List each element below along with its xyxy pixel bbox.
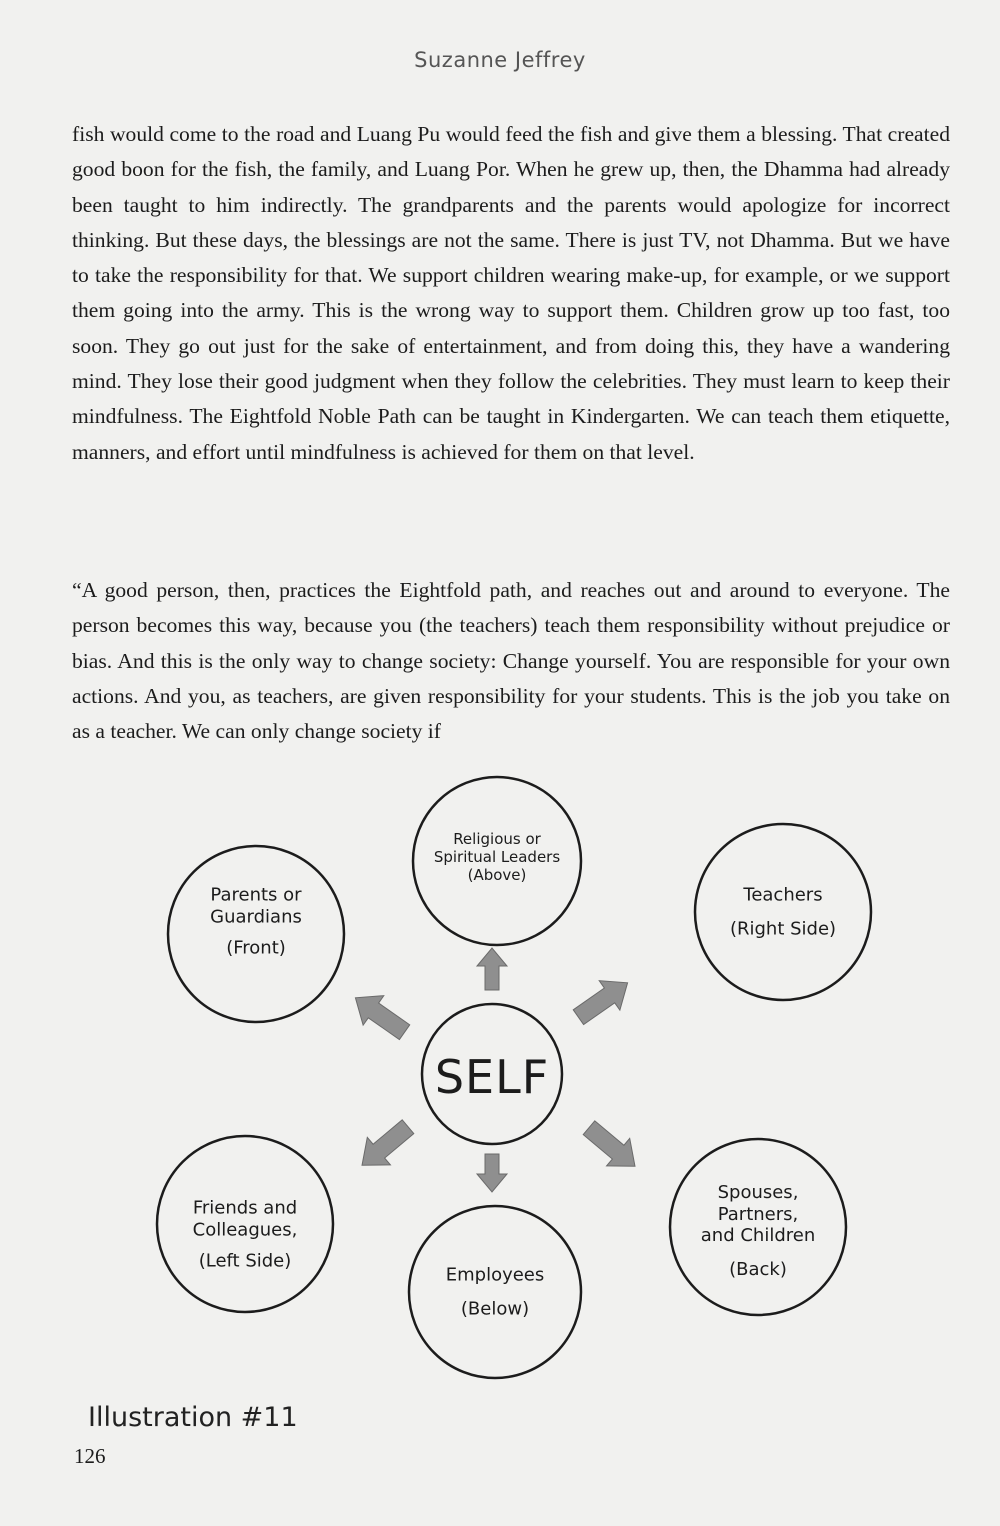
page-number: 126 (74, 1444, 106, 1468)
node-employees-label: Employees (Below) (445, 1264, 545, 1319)
body-paragraph: fish would come to the road and Luang Pu would feed the fish and give them a blessing. That created good boon for the fish, the family, and Luang Por. When he grew up, then, the Dhamma had already been taught to him indirectly. The grandparents and the parents would apologize for incorrect thinking. But these days, the blessings are not the same. There is just TV, not Dhamma. But we have to take the responsibility for that. We support children wearing make-up, for example, or we support them going into the army. This is the wrong way to support them. Children grow up too fast, too soon. They go out just for the sake of entertainment, and from doing this, they have a wandering mind. They lose their good judgment when they follow the celebrities. They must learn to keep their mindfulness. The Eightfold Noble Path can be taught in Kindergarten. We can teach them etiquette, manners, and effort until mindfulness is achieved for them on that level. (72, 122, 950, 464)
relationship-diagram (0, 740, 1000, 1420)
arrow-upper-left-icon (345, 983, 415, 1047)
arrow-lower-left-icon (350, 1113, 419, 1179)
node-teachers-label: Teachers (Right Side) (729, 884, 837, 939)
arrow-up-icon (477, 948, 507, 990)
node-spouses-label: Spouses, Partners, and Children (Back) (700, 1181, 816, 1280)
node-parents-label: Parents or Guardians (Front) (210, 884, 302, 959)
arrow-lower-right-icon (577, 1114, 646, 1180)
node-friends-label: Friends and Colleagues, (Left Side) (192, 1197, 298, 1272)
node-religious-label: Religious or Spiritual Leaders (Above) (433, 830, 561, 884)
arrow-down-icon (477, 1154, 507, 1192)
arrow-upper-right-icon (568, 968, 638, 1032)
body-paragraph: “A good person, then, practices the Eightfold path, and reaches out and around to everyone. The person becomes this way, because you (the teachers) teach them responsibility without prejudice or bias. And this is the only way to change society: Change yourself. You are responsible for your own actions. And you, as teachers, are given responsibility for your students. This is the job you take on as a teacher. We can only change society if (72, 578, 950, 744)
illustration-caption: Illustration #11 (88, 1402, 298, 1433)
running-head: Suzanne Jeffrey (414, 48, 586, 72)
node-self-label: SELF (434, 1050, 550, 1104)
